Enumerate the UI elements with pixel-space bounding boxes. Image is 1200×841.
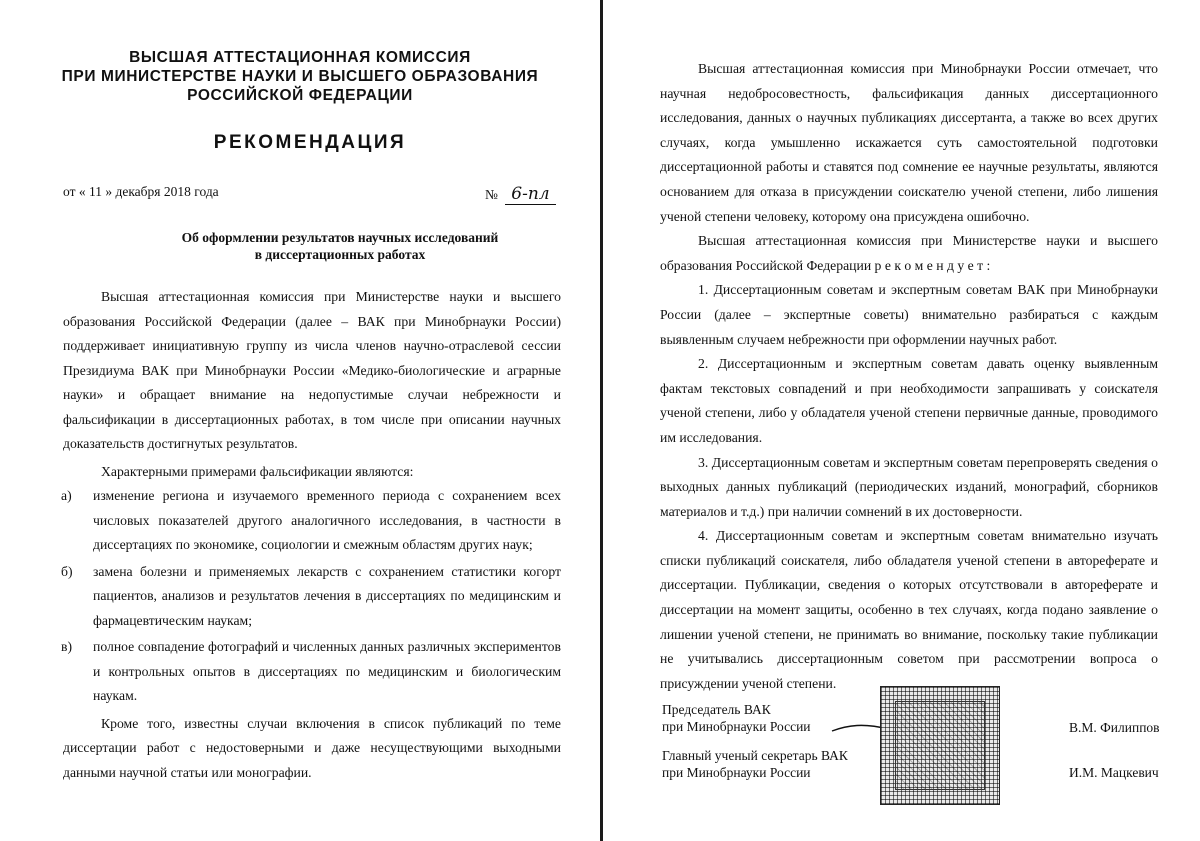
org-line: РОССИЙСКОЙ ФЕДЕРАЦИИ [187, 87, 413, 104]
document-number [485, 184, 556, 204]
document-subject [60, 229, 620, 263]
list-item-text: замена болезни и применяемых лекарств с сохранением статистики когорт пациентов, анализов и результатов лечения в диссертациях по медицинским и фармацевтическим наукам; [93, 563, 561, 628]
signatory-name: В.М. Филиппов [1069, 720, 1160, 735]
signatory-position [662, 701, 811, 735]
position-line: Главный ученый секретарь ВАК [662, 748, 848, 763]
closing-paragraph: Кроме того, известны случаи включения в список публикаций по теме диссертации работ с недостоверными и даже несуществующими выходными данными научной статьи или монографии. [63, 715, 561, 780]
left-body-text [63, 285, 561, 785]
list-item-text: полное совпадение фотографий и численных данных различных экспериментов и контрольных опытов в диссертациях по медицинским и биологическим наукам. [93, 639, 561, 703]
organization-header [60, 48, 540, 105]
list-marker: а) [61, 488, 72, 503]
list-item [63, 484, 561, 558]
redacted-signature-stamp [880, 686, 1000, 805]
examples-list [63, 484, 561, 709]
subject-line: Об оформлении результатов научных исследований [181, 230, 499, 245]
examples-heading: Характерными примерами фальсификации являются: [101, 463, 414, 479]
org-line: ПРИ МИНИСТЕРСТВЕ НАУКИ И ВЫСШЕГО ОБРАЗОВАНИЯ [61, 68, 539, 85]
recommendation-item: 1. Диссертационным советам и экспертным советам ВАК при Минобрнауки России (далее – экспертные советы) внимательно разбираться с каждым выявленным случаем небрежности при оформлении научных работ. [660, 282, 1158, 347]
handwritten-number: 6-пл [505, 184, 555, 205]
org-line: ВЫСШАЯ АТТЕСТАЦИОННАЯ КОМИССИЯ [129, 49, 471, 66]
document-title: РЕКОМЕНДАЦИЯ [213, 132, 407, 153]
paragraph: Высшая аттестационная комиссия при Минобрнауки России отмечает, что научная недобросовестность, фальсификация данных диссертационного исследования, данных о научных публикациях диссертанта, а также во всех других случаях, когда умышленно искажается суть самостоятельной подготовки диссертационной работы и ставятся под сомнение ее научные результаты, являются основанием для отказа в присуждении соискателю ученой степени, либо лишения ученой степени человеку, которому она присуждена ошибочно. [660, 61, 1158, 224]
list-item-text: изменение региона и изучаемого временного периода с сохранением всех числовых показателей другого аналогичного исследования, в частности в диссертациях по экономике, социологии и смежным областям других наук; [93, 488, 561, 552]
paragraph: Высшая аттестационная комиссия при Министерстве науки и высшего образования Российской Федерации р е к о м е н д у е т : [660, 233, 1158, 273]
list-marker: в) [61, 639, 73, 654]
signatory-name: И.М. Мацкевич [1069, 765, 1159, 780]
list-item [63, 635, 561, 709]
subject-line: в диссертационных работах [254, 247, 426, 262]
recommendation-item: 4. Диссертационным советам и экспертным советам внимательно изучать списки публикаций соискателя, либо обладателя ученой степени в автореферате и диссертации. Публикации, сведения о которых отсутствовали в автореферате и диссертации на момент защиты, особенно в тех случаях, когда подано заявление о лишении ученой степени, не принимать во внимание, поскольку такие публикации не учитывались диссертационным советом при рассмотрении вопроса о присуждении ученой степени. [660, 528, 1158, 691]
recommendation-item: 3. Диссертационным советам и экспертным советам перепроверять сведения о выходных данных публикаций (периодических изданий, монографий, сборников материалов и т.д.) при наличии сомнений в их достоверности. [660, 454, 1158, 519]
position-line: Председатель ВАК [662, 702, 771, 717]
list-marker: б) [61, 563, 73, 579]
list-item [63, 560, 561, 634]
number-prefix: № [485, 187, 498, 202]
right-body-text [660, 57, 1158, 696]
position-line: при Минобрнауки России [662, 765, 811, 780]
recommendation-item: 2. Диссертационным и экспертным советам давать оценку выявленным фактам текстовых совпадений и при необходимости запрашивать у соискателя ученой степени, либо у обладателя ученой степени первичные данные, проводимого им исследования. [660, 356, 1158, 445]
position-line: при Минобрнауки России [662, 719, 811, 734]
intro-paragraph: Высшая аттестационная комиссия при Министерстве науки и высшего образования Российской Федерации (далее – ВАК при Минобрнауки России) поддерживает инициативную группу из числа членов научно-отраслевой сессии Президиума ВАК при Минобрнауки России «Медико-биологические и аграрные науки» и обращает внимание на недопустимые случаи небрежности и фальсификации в диссертационных работах, в том числе при описании научных доказательств достигнутых результатов. [63, 289, 561, 451]
signatory-position [662, 747, 848, 781]
document-date: от « 11 » декабря 2018 года [63, 184, 219, 199]
stamp-pattern [895, 701, 985, 790]
